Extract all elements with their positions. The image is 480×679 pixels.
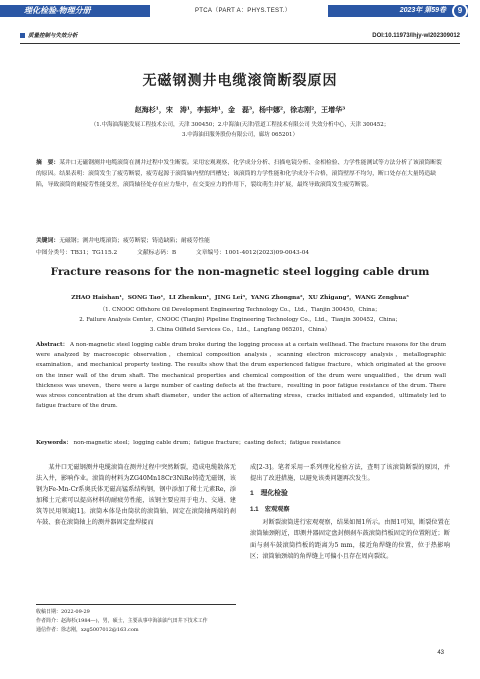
- body-paragraph: 某井口无磁钢测井电缆滚筒在测井过程中突然断裂，造成电缆散落无法入井，影响作业。滚筒的材料为ZG40Mn18Cr3NiRe铸造无磁钢，该钢为Fe-Mn-Cr系奥氏体无磁高锰系结构钢，钢中添加了稀土元素Re，添加稀土元素可以提高材料的耐疲劳性能，该钢主要应用于电力、交通、建筑等民用领域[1]。滚筒本体是由筒状的滚筒轴、固定在滚筒轴两端的刹车鼓、套在滚筒轴上的测井器固定盘焊接而: [36, 464, 236, 527]
- affiliations-en: [40, 305, 440, 335]
- footnote-author: 作者简介：赵海杉(1984—)，男，硕士，主要从事中海油油气田井下技术工作: [36, 617, 208, 624]
- footnote: [36, 604, 236, 634]
- article-title-en: Fracture reasons for the non-magnetic steel logging cable drum: [50, 266, 430, 278]
- article-number: 文章编号：1001-4012(2023)09-0043-04: [195, 250, 310, 256]
- abstract-en: [36, 340, 446, 411]
- body-column-left: [36, 462, 236, 529]
- classification-line: [36, 248, 446, 259]
- abstract-zh: [36, 158, 446, 191]
- section-label: 质量控制与失效分析: [20, 30, 78, 42]
- document-code: 文献标志码：B: [137, 250, 177, 256]
- affiliation-line: （1. CNOOC Offshore Oil Development Engineering Technology Co.，Ltd.，Tianjin 300450，China；: [99, 307, 381, 313]
- header-rule: [20, 43, 460, 44]
- abstract-text-en: A non-magnetic steel logging cable drum broke during the logging process at a certain wellhead. The fracture reasons for the drum were analyzed by macroscopic observation，chemical composition analysis，scanning electron microscopy analysis，metallographic examination，and mechanical property testing. The results show that the drum experienced fatigue fracture，which originated at the groove on the inner wall of the drum shaft. The mechanical properties and chemical composition of the drum were unqualified，the drum wall thickness was uneven，there were a large number of casting defects at the fracture，resulting in poor fatigue resistance of the drum. There was stress concentration at the drum shaft diameter，under the action of alternating stress，cracks initiated and expanded，ultimately led to fatigue fracture of the drum.: [36, 342, 446, 410]
- keywords-label-en: Keywords：: [36, 440, 72, 446]
- affiliation-line: （1.中海油海能发展工程技术公司，天津 300450；2.中海油(天津)管道工程技术有限公司 失效分析中心，天津 300452；: [90, 122, 390, 128]
- page-header: [0, 0, 480, 22]
- subheader: [20, 30, 460, 42]
- authors-en: ZHAO Haishan¹，SONG Tao¹，LI Zhenkun¹，JING Lei³，YANG Zhongna²，XU Zhigang²，WANG Zenghua³: [71, 295, 409, 301]
- keywords-en: [36, 438, 446, 448]
- abstract-text-zh: 某井口无磁钢测井电缆滚筒在测井过程中发生断裂。采用宏观观察、化学成分分析、扫描电镜分析、金相检验、力学性能测试等方法分析了该滚筒断裂的原因。结果表明：滚筒发生了疲劳断裂，疲劳起源于滚筒轴内壁的凹槽处；该滚筒的力学性能和化学成分不合格，滚筒壁厚不均匀，断口处存在大量铸造缺陷，导致滚筒的耐疲劳性能变差，滚筒轴径处存在应力集中，在交变应力的作用下，裂纹萌生并扩展，最终导致滚筒发生疲劳断裂。: [36, 160, 442, 188]
- abstract-label-zh: 摘 要：: [36, 160, 60, 166]
- keywords-text-en: non-magnetic steel；logging cable drum；fatigue fracture；casting defect；fatigue resistance: [73, 440, 341, 446]
- body-column-right: [250, 462, 450, 562]
- affiliation-line: 3.中海油田服务股份有限公司，廊坊 065201）: [182, 132, 298, 138]
- authors-zh: 赵海杉¹，宋 涛¹，李振坤¹，金 磊³，杨中娜²，徐志刚²，王增华³: [134, 105, 346, 114]
- footnote-received: 收稿日期：2022-09-29: [36, 609, 90, 615]
- affiliations-zh: [40, 120, 440, 140]
- section-heading: 1 理化检验: [250, 490, 288, 498]
- journal-name-cn: 理化检验-物理分册: [0, 5, 150, 17]
- body-paragraph: 成[2-3]。笔者采用一系列理化检验方法，查明了该滚筒断裂的原因，并提出了改进措施，以避免该类问题再次发生。: [250, 464, 450, 483]
- doi: DOI:10.11973/lhjy-wl202309012: [372, 33, 460, 39]
- issue-label: 2023年 第59卷: [328, 5, 468, 17]
- clc-number: 中图分类号：TB31；TG115.2: [36, 250, 118, 256]
- body-paragraph: 对断裂滚筒进行宏观观察，结果如图1所示。由图1可知，断裂位置在滚筒轴颈附近，即测井器固定盘封侧刹车鼓滚筒挡板固定的位置附近；断面与刹车鼓滚筒挡板的距离为5 mm，接近角焊缝的位置，位于热影响区；滚筒轴颈端的角焊缝上可偏小且存在周向裂纹。: [250, 519, 450, 560]
- page-number: 43: [437, 650, 444, 656]
- keywords-zh: [36, 236, 446, 247]
- footnote-contact: 通信作者：徐志刚，xzg5007012@163.com: [36, 626, 139, 633]
- keywords-label-zh: 关键词：: [36, 238, 60, 244]
- abstract-label-en: Abstract：: [36, 342, 69, 348]
- keywords-text-zh: 无磁钢；测井电缆滚筒；疲劳断裂；铸造缺陷；耐疲劳性能: [59, 238, 210, 244]
- article-title-zh: 无磁钢测井电缆滚筒断裂原因: [142, 73, 338, 89]
- issue-number-badge: 9: [452, 3, 468, 19]
- affiliation-line: 3. China Oilfield Services Co.，Ltd.，Langfang 065201，China）: [149, 327, 331, 333]
- journal-name-en: PTCA（PART A：PHYS.TEST.）: [195, 8, 291, 14]
- subsection-heading: 1.1 宏观观察: [250, 506, 290, 514]
- affiliation-line: 2. Failure Analysis Center，CNOOC (Tianjin) Pipeline Engineering Technology Co.，Ltd.，Tianjin 300452，China；: [79, 317, 401, 323]
